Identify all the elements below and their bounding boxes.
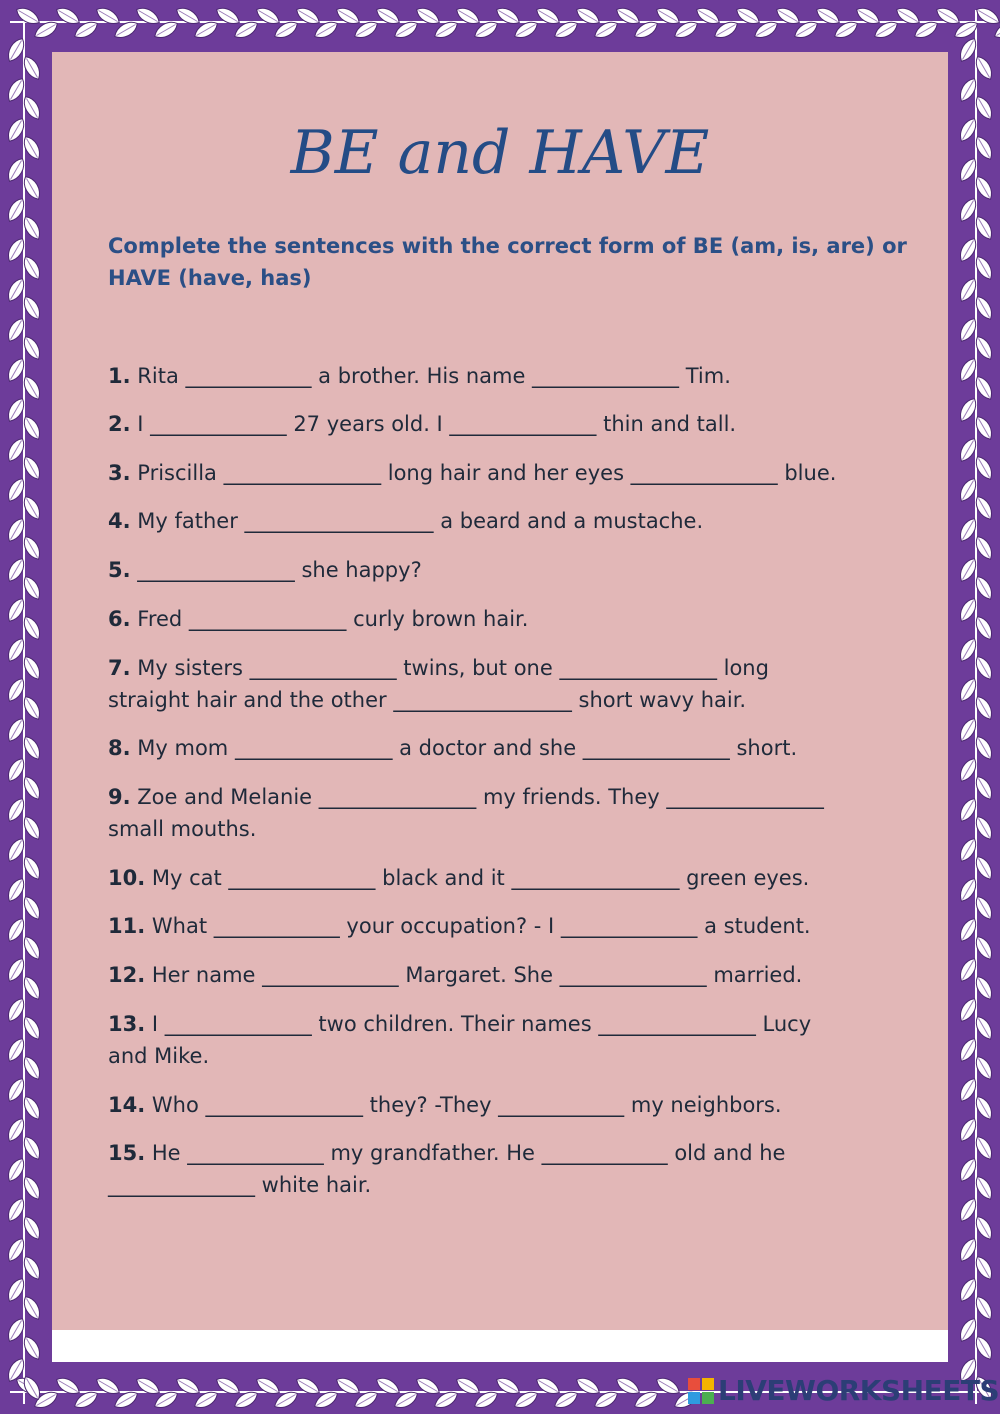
exercise-text: _______________ she happy?	[137, 558, 422, 582]
exercise-number: 7.	[108, 656, 131, 680]
leaf-ornament	[54, 4, 83, 27]
leaf-ornament	[454, 4, 483, 27]
leaf-ornament	[94, 4, 123, 27]
exercise-item	[108, 1008, 938, 1072]
exercise-text: straight hair and the other _________________ short wavy hair.	[108, 688, 747, 712]
leaf-ornament	[254, 1374, 283, 1397]
leaf-ornament	[494, 4, 523, 27]
leaf-ornament	[614, 1374, 643, 1397]
liveworksheets-logo-icon	[688, 1378, 714, 1404]
leaf-ornament	[654, 4, 683, 27]
leaf-ornament	[174, 1374, 203, 1397]
liveworksheets-logo[interactable]	[688, 1374, 1000, 1407]
exercise-text: Priscilla _______________ long hair and her eyes ______________ blue.	[137, 461, 837, 485]
exercise-item	[108, 408, 938, 440]
exercise-item	[108, 457, 938, 489]
exercise-item	[108, 862, 938, 894]
leaf-ornament	[734, 4, 763, 27]
exercise-item	[108, 959, 938, 991]
exercise-text: What ____________ your occupation? - I _____________ a student.	[151, 914, 811, 938]
leaf-ornament	[494, 1374, 523, 1397]
leaf-ornament	[54, 1374, 83, 1397]
leaf-ornament	[294, 4, 323, 27]
exercise-item	[108, 652, 938, 716]
exercise-item	[108, 603, 938, 635]
exercise-text: small mouths.	[108, 817, 257, 841]
liveworksheets-logo-text: LIVEWORKSHEETS	[718, 1374, 1000, 1407]
leaf-ornament	[214, 1374, 243, 1397]
leaf-ornament	[774, 4, 803, 27]
exercise-item	[108, 505, 938, 537]
exercise-text: My sisters ______________ twins, but one _______________ long	[137, 656, 769, 680]
exercise-number: 1.	[108, 364, 131, 388]
instructions-text: Complete the sentences with the correct form of BE (am, is, are) or HAVE (have, has)	[108, 234, 907, 290]
exercise-text: ______________ white hair.	[108, 1173, 372, 1197]
leaf-ornament	[574, 4, 603, 27]
leaf-ornament	[854, 4, 883, 27]
exercise-text: Who _______________ they? -They ____________ my neighbors.	[151, 1093, 782, 1117]
leaf-ornament	[534, 4, 563, 27]
exercise-text: I ______________ two children. Their names _______________ Lucy	[151, 1012, 812, 1036]
exercise-number: 9.	[108, 785, 131, 809]
exercise-text: My father __________________ a beard and a mustache.	[137, 509, 704, 533]
exercise-text: Zoe and Melanie _______________ my friends. They _______________	[137, 785, 824, 809]
exercise-text: My mom _______________ a doctor and she ______________ short.	[137, 736, 798, 760]
exercise-item	[108, 360, 938, 392]
leaf-ornament	[694, 4, 723, 27]
leaf-ornament	[174, 4, 203, 27]
exercise-number: 3.	[108, 461, 131, 485]
worksheet-panel-footer	[52, 1330, 948, 1362]
exercise-item	[108, 910, 938, 942]
leaf-ornament	[134, 4, 163, 27]
exercise-number: 15.	[108, 1141, 146, 1165]
exercise-number: 8.	[108, 736, 131, 760]
exercise-number: 10.	[108, 866, 146, 890]
leaf-ornament	[934, 4, 963, 27]
exercise-text: He _____________ my grandfather. He ____________ old and he	[151, 1141, 786, 1165]
leaf-ornament	[414, 4, 443, 27]
leaf-ornament	[374, 4, 403, 27]
leaf-ornament	[14, 4, 43, 27]
leaf-ornament	[254, 4, 283, 27]
exercise-number: 14.	[108, 1093, 146, 1117]
leaf-ornament	[294, 1374, 323, 1397]
leaf-ornament	[894, 4, 923, 27]
exercise-number: 4.	[108, 509, 131, 533]
leaf-ornament	[334, 4, 363, 27]
leaf-ornament	[214, 4, 243, 27]
exercise-text: Her name _____________ Margaret. She ______________ married.	[151, 963, 803, 987]
exercise-number: 2.	[108, 412, 131, 436]
exercise-text: and Mike.	[108, 1044, 210, 1068]
exercise-number: 11.	[108, 914, 146, 938]
exercise-item	[108, 781, 938, 845]
exercise-text: I _____________ 27 years old. I ______________ thin and tall.	[137, 412, 737, 436]
leaf-ornament	[94, 1374, 123, 1397]
leaf-ornament	[334, 1374, 363, 1397]
leaf-ornament	[614, 4, 643, 27]
exercise-item	[108, 732, 938, 764]
leaf-ornament	[974, 4, 1000, 27]
exercise-item	[108, 554, 938, 586]
leaf-ornament	[454, 1374, 483, 1397]
leaf-ornament	[574, 1374, 603, 1397]
leaf-ornament	[374, 1374, 403, 1397]
exercise-text: Rita ____________ a brother. His name ______________ Tim.	[137, 364, 731, 388]
leaf-ornament	[814, 4, 843, 27]
leaf-ornament	[534, 1374, 563, 1397]
exercise-item	[108, 1089, 938, 1121]
exercise-number: 12.	[108, 963, 146, 987]
leaf-ornament	[654, 1374, 683, 1397]
leaf-ornament	[414, 1374, 443, 1397]
exercise-text: Fred _______________ curly brown hair.	[137, 607, 529, 631]
exercise-number: 5.	[108, 558, 131, 582]
leaf-ornament	[134, 1374, 163, 1397]
exercise-item	[108, 1137, 938, 1201]
exercise-text: My cat ______________ black and it ________________ green eyes.	[151, 866, 810, 890]
exercise-number: 13.	[108, 1012, 146, 1036]
exercise-number: 6.	[108, 607, 131, 631]
page-title: BE and HAVE	[290, 118, 710, 188]
